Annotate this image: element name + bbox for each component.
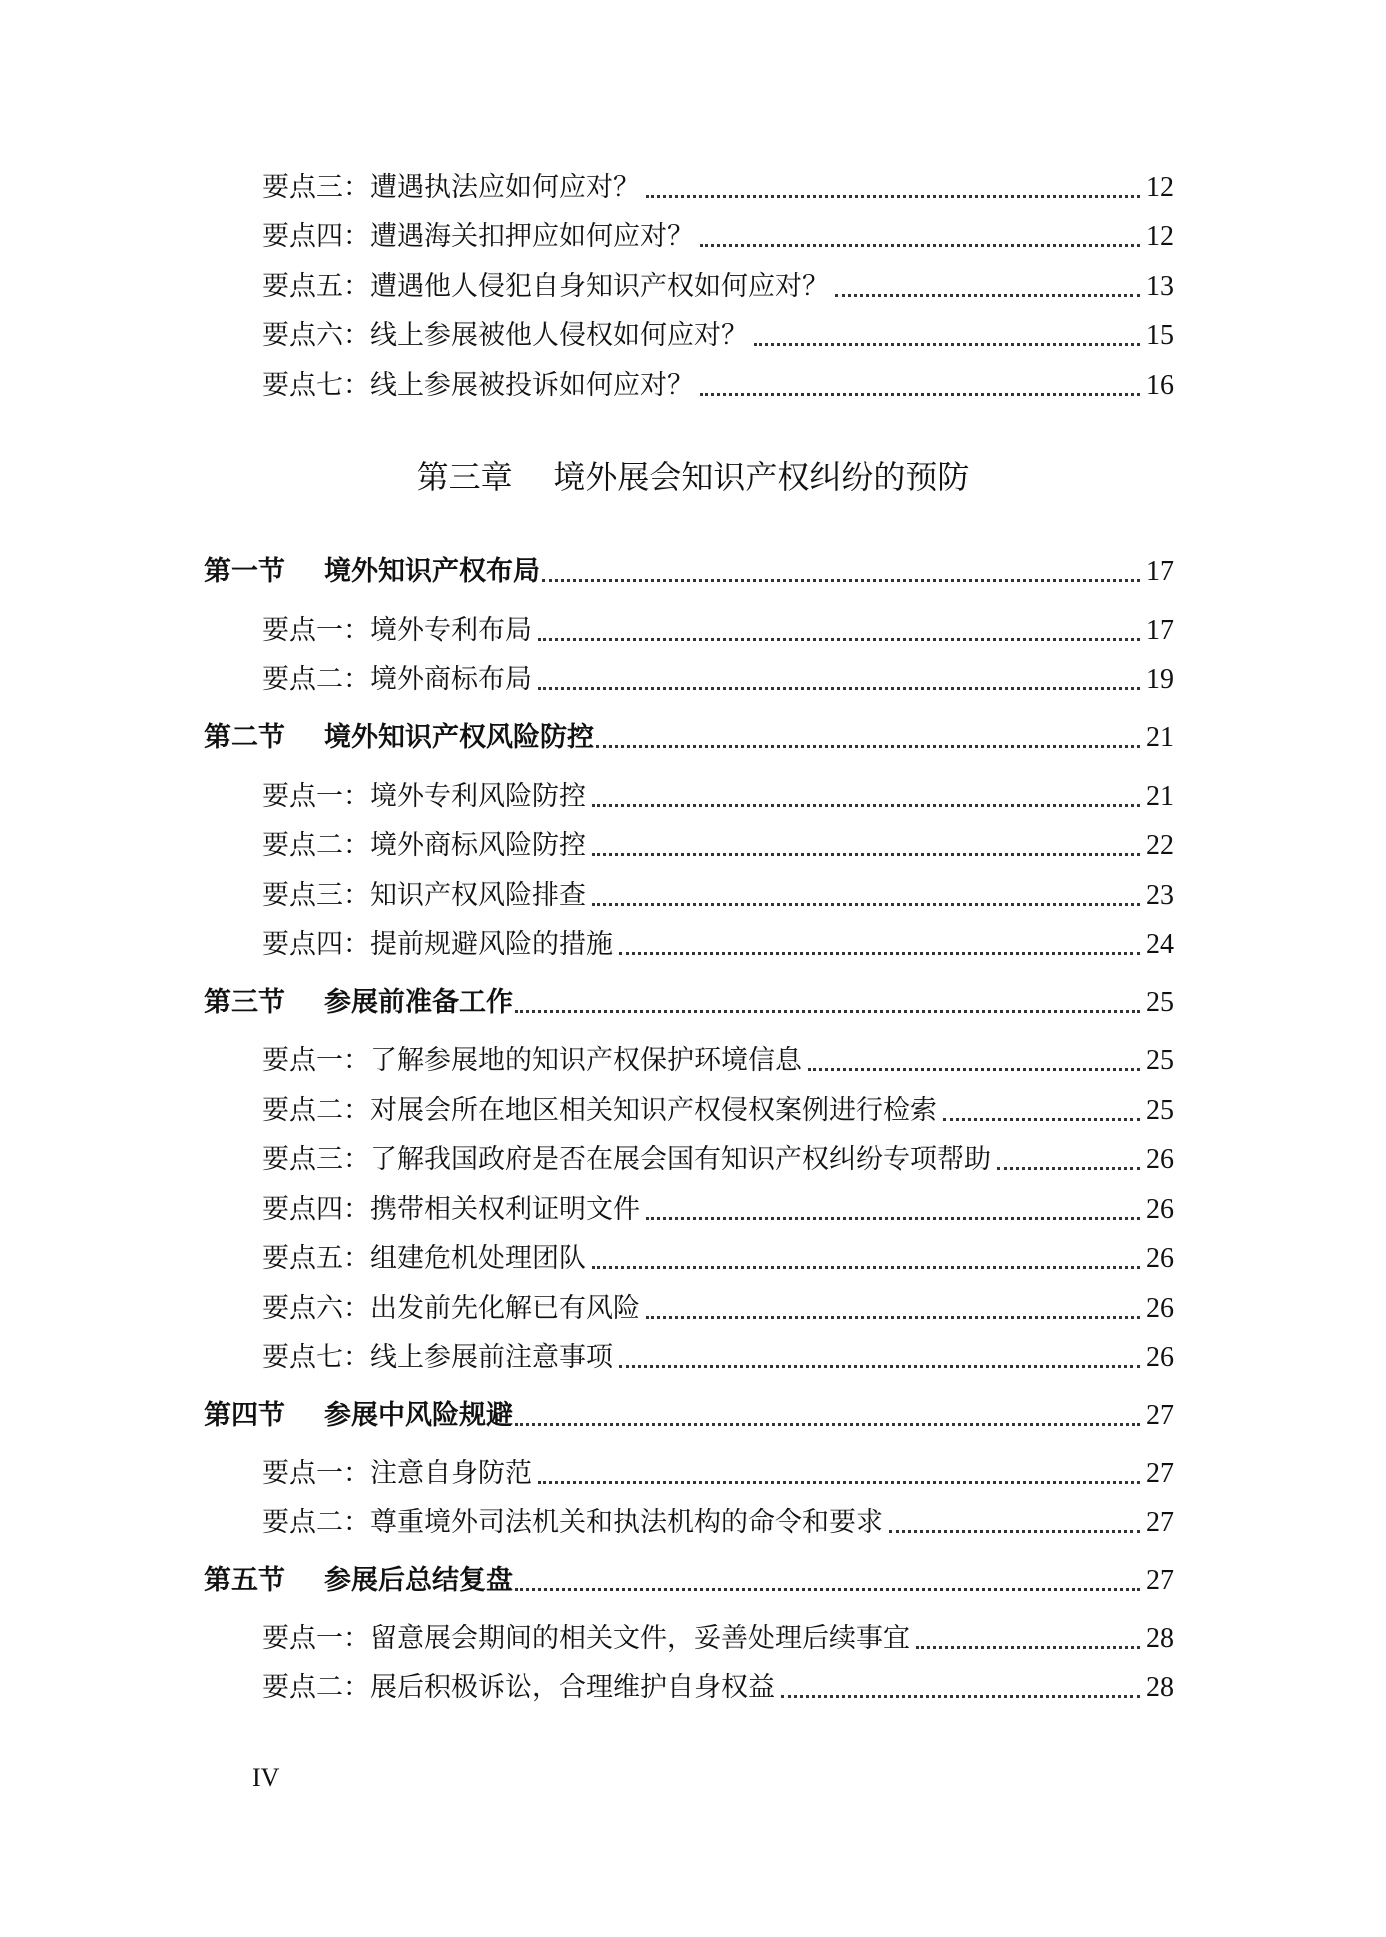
toc-page-number: 21 — [1146, 722, 1174, 753]
dot-leader — [592, 1266, 1140, 1269]
toc-point[interactable] — [262, 1042, 1174, 1080]
dot-leader — [943, 1118, 1140, 1121]
section-title: 参展后总结复盘 — [324, 1565, 513, 1596]
dot-leader — [619, 1365, 1140, 1368]
toc-point-label: 要点三：了解我国政府是否在展会国有知识产权纠纷专项帮助 — [262, 1144, 991, 1175]
toc-point[interactable] — [262, 367, 1174, 405]
toc-point-label: 要点六：出发前先化解已有风险 — [262, 1293, 640, 1324]
toc-page-number: 26 — [1146, 1144, 1174, 1175]
dot-leader — [754, 343, 1140, 346]
toc-page-number: 26 — [1146, 1342, 1174, 1373]
dot-leader — [515, 1423, 1140, 1426]
dot-leader — [592, 804, 1140, 807]
dot-leader — [781, 1695, 1140, 1698]
dot-leader — [700, 393, 1140, 396]
toc-point[interactable] — [262, 1339, 1174, 1377]
dot-leader — [808, 1068, 1140, 1071]
toc-point[interactable] — [262, 612, 1174, 650]
toc-page-number: 25 — [1146, 1095, 1174, 1126]
toc-point-label: 要点三：知识产权风险排查 — [262, 880, 586, 911]
dot-leader — [646, 1217, 1140, 1220]
toc-point-label: 要点一：境外专利布局 — [262, 615, 532, 646]
dot-leader — [646, 1316, 1140, 1319]
toc-point-label: 要点七：线上参展前注意事项 — [262, 1342, 613, 1373]
toc-point[interactable] — [262, 827, 1174, 865]
toc-point-label: 要点一：留意展会期间的相关文件，妥善处理后续事宜 — [262, 1623, 910, 1654]
toc-page-number: 12 — [1146, 172, 1174, 203]
dot-leader — [997, 1167, 1140, 1170]
toc-section[interactable] — [204, 1562, 1174, 1600]
section-number: 第四节 — [204, 1400, 285, 1431]
section-number: 第五节 — [204, 1565, 285, 1596]
toc-section[interactable] — [204, 719, 1174, 757]
toc-point[interactable] — [262, 926, 1174, 964]
toc-page-number: 27 — [1146, 1507, 1174, 1538]
toc-point[interactable] — [262, 1620, 1174, 1658]
toc-point[interactable] — [262, 661, 1174, 699]
dot-leader — [596, 745, 1140, 748]
section-number: 第三节 — [204, 987, 285, 1018]
page-number: IV — [252, 1763, 280, 1792]
dot-leader — [619, 952, 1140, 955]
toc-page-number: 15 — [1146, 320, 1174, 351]
toc-point[interactable] — [262, 169, 1174, 207]
toc-page-number: 21 — [1146, 781, 1174, 812]
dot-leader — [916, 1646, 1140, 1649]
toc-section[interactable] — [204, 553, 1174, 591]
toc-point[interactable] — [262, 1092, 1174, 1130]
chapter-number: 第三章 — [416, 458, 513, 496]
dot-leader — [538, 1481, 1140, 1484]
toc-page-number: 25 — [1146, 1045, 1174, 1076]
toc-page-number: 28 — [1146, 1672, 1174, 1703]
section-title: 境外知识产权风险防控 — [324, 722, 594, 753]
toc-point[interactable] — [262, 317, 1174, 355]
toc-point-label: 要点七：线上参展被投诉如何应对？ — [262, 370, 694, 401]
toc-point[interactable] — [262, 1290, 1174, 1328]
toc-point[interactable] — [262, 1455, 1174, 1493]
section-title: 参展中风险规避 — [324, 1400, 513, 1431]
dot-leader — [538, 687, 1140, 690]
chapter-heading[interactable] — [0, 454, 1386, 500]
toc-point[interactable] — [262, 877, 1174, 915]
toc-page-number: 24 — [1146, 929, 1174, 960]
toc-point-label: 要点二：境外商标风险防控 — [262, 830, 586, 861]
toc-point[interactable] — [262, 1669, 1174, 1707]
toc-point-label: 要点一：境外专利风险防控 — [262, 781, 586, 812]
toc-page-number: 22 — [1146, 830, 1174, 861]
toc-page-number: 26 — [1146, 1194, 1174, 1225]
toc-point-label: 要点一：了解参展地的知识产权保护环境信息 — [262, 1045, 802, 1076]
dot-leader — [592, 853, 1140, 856]
toc-point-label: 要点二：境外商标布局 — [262, 664, 532, 695]
toc-page-number: 27 — [1146, 1565, 1174, 1596]
toc-page-number: 27 — [1146, 1458, 1174, 1489]
toc-page-number: 13 — [1146, 271, 1174, 302]
toc-point[interactable] — [262, 1141, 1174, 1179]
dot-leader — [538, 638, 1140, 641]
toc-page-number: 25 — [1146, 987, 1174, 1018]
toc-point[interactable] — [262, 1240, 1174, 1278]
toc-page-number: 17 — [1146, 615, 1174, 646]
toc-point-label: 要点四：携带相关权利证明文件 — [262, 1194, 640, 1225]
toc-page-number: 28 — [1146, 1623, 1174, 1654]
toc-point-label: 要点二：展后积极诉讼，合理维护自身权益 — [262, 1672, 775, 1703]
dot-leader — [646, 195, 1140, 198]
toc-page-number: 17 — [1146, 556, 1174, 587]
toc-page-number: 27 — [1146, 1400, 1174, 1431]
section-title: 参展前准备工作 — [324, 987, 513, 1018]
toc-point-label: 要点五：遭遇他人侵犯自身知识产权如何应对？ — [262, 271, 829, 302]
toc-point-label: 要点五：组建危机处理团队 — [262, 1243, 586, 1274]
toc-page-number: 19 — [1146, 664, 1174, 695]
toc-point[interactable] — [262, 778, 1174, 816]
section-number: 第一节 — [204, 556, 285, 587]
toc-point-label: 要点三：遭遇执法应如何应对？ — [262, 172, 640, 203]
toc-point[interactable] — [262, 218, 1174, 256]
toc-point[interactable] — [262, 1504, 1174, 1542]
toc-point-label: 要点四：遭遇海关扣押应如何应对？ — [262, 221, 694, 252]
dot-leader — [700, 244, 1140, 247]
section-number: 第二节 — [204, 722, 285, 753]
toc-point[interactable] — [262, 268, 1174, 306]
toc-point-label: 要点一：注意自身防范 — [262, 1458, 532, 1489]
toc-section[interactable] — [204, 984, 1174, 1022]
dot-leader — [515, 1588, 1140, 1591]
dot-leader — [889, 1530, 1140, 1533]
toc-point-label: 要点四：提前规避风险的措施 — [262, 929, 613, 960]
dot-leader — [542, 579, 1140, 582]
dot-leader — [515, 1010, 1140, 1013]
toc-page-number: 16 — [1146, 370, 1174, 401]
dot-leader — [592, 903, 1140, 906]
toc-page-number: 12 — [1146, 221, 1174, 252]
toc-point-label: 要点二：对展会所在地区相关知识产权侵权案例进行检索 — [262, 1095, 937, 1126]
toc-page-number: 26 — [1146, 1243, 1174, 1274]
toc-point-label: 要点六：线上参展被他人侵权如何应对？ — [262, 320, 748, 351]
dot-leader — [835, 294, 1140, 297]
toc-section[interactable] — [204, 1397, 1174, 1435]
toc-point-label: 要点二：尊重境外司法机关和执法机构的命令和要求 — [262, 1507, 883, 1538]
toc-page-number: 26 — [1146, 1293, 1174, 1324]
section-title: 境外知识产权布局 — [324, 556, 540, 587]
toc-page-number: 23 — [1146, 880, 1174, 911]
chapter-title: 境外展会知识产权纠纷的预防 — [553, 458, 970, 496]
toc-point[interactable] — [262, 1191, 1174, 1229]
